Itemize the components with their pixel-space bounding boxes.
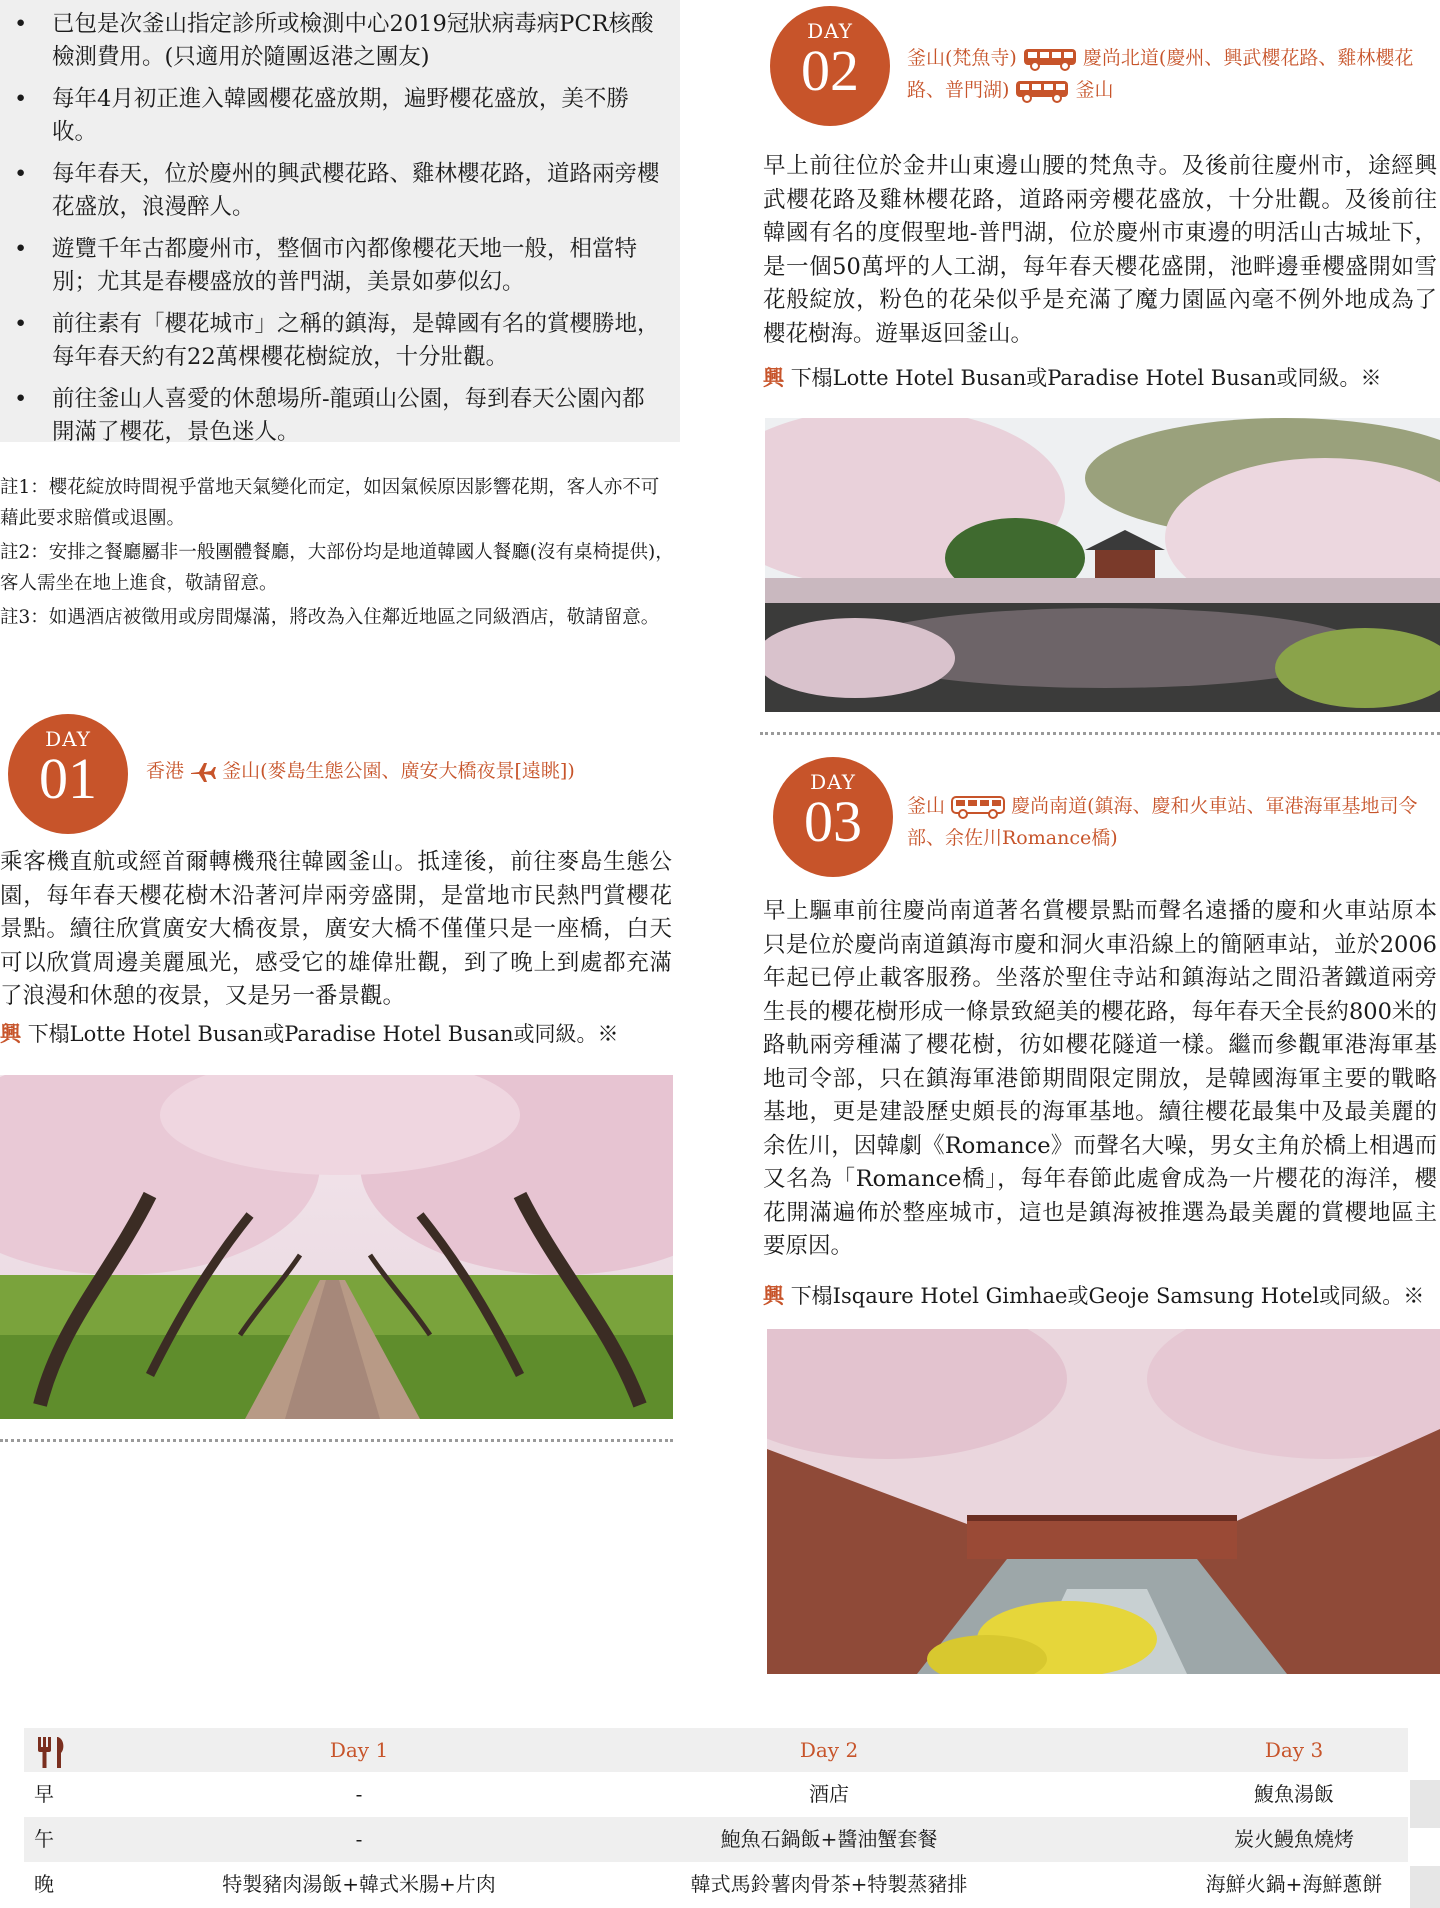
day3-hotel: 興 下榻Isqaure Hotel Gimhae或Geoje Samsung Hotel或同級。※ — [763, 1283, 1425, 1308]
meal-row-lunch: 午 - 鮑魚石鍋飯+醬油蟹套餐 炭火鰻魚燒烤 — [24, 1817, 1408, 1862]
day1-photo — [0, 1075, 673, 1419]
highlight-item: • 遊覽千年古都慶州市，整個市內都像櫻花天地一般，相當特別；尤其是春櫻盛放的普門湖，美景如夢似幻。 — [14, 236, 638, 295]
highlight-item: • 前往釜山人喜愛的休憩場所-龍頭山公園，每到春天公園內都開滿了櫻花，景色迷人。 — [14, 386, 645, 445]
bus-icon — [1023, 47, 1077, 71]
day1-description: 乘客機直航或經首爾轉機飛往韓國釜山。抵達後，前往麥島生態公園，每年春天櫻花樹木沿著河岸兩旁盛開，是當地市民熱門賞櫻花景點。續往欣賞廣安大橋夜景，廣安大橋不僅僅只是一座橋，白天可以欣賞周邊美麗風光，感受它的雄偉壯觀，到了晚上到處都充滿了浪漫和休憩的夜景，又是另一番景觀。 — [0, 849, 672, 1009]
highlights-panel — [0, 0, 680, 445]
meal-row-dinner: 晚 特製豬肉湯飯+韓式米腸+片肉 韓式馬鈴薯肉骨茶+特製蒸豬排 海鮮火鍋+海鮮蔥餅 — [34, 1872, 1383, 1896]
day3-route: 釜山 慶尚南道(鎮海、慶和火車站、軍港海軍基地司令部、余佐川Romance橋) — [907, 795, 1418, 849]
meal-header-day3: Day 3 — [1264, 1738, 1324, 1762]
day2-route: 釜山(梵魚寺) 慶尚北道(慶州、興武櫻花路、雞林櫻花路、普門湖) 釜山 — [907, 47, 1414, 101]
meal-table — [24, 1728, 1408, 1907]
utensils-icon — [34, 1728, 68, 1773]
note-3: 註3：如遇酒店被徵用或房間爆滿，將改為入住鄰近地區之同級酒店，敬請留意。 — [0, 607, 660, 628]
day2-description: 早上前往位於金井山東邊山腰的梵魚寺。及後前往慶州市，途經興武櫻花路及雞林櫻花路，道路兩旁櫻花盛放，十分壯觀。及後前往韓國有名的度假聖地-普門湖，位於慶州市東邊的明活山古城址下，是一個50萬坪的人工湖，每年春天櫻花盛開，池畔邊垂櫻盛開如雪花般綻放，粉色的花朵似乎是充滿了魔力園區內毫不例外地成為了櫻花樹海。遊畢返回釜山。 — [763, 153, 1437, 347]
meal-header-day1: Day 1 — [329, 1738, 389, 1762]
highlights-list — [0, 0, 680, 449]
hotel-icon: 興 — [763, 365, 784, 390]
day1-hotel: 興 下榻Lotte Hotel Busan或Paradise Hotel Busan或同級。※ — [0, 1021, 619, 1046]
day3-badge: DAY 03 — [773, 757, 893, 877]
day2-badge: DAY 02 — [770, 6, 890, 126]
highlight-item: • 前往素有「櫻花城市」之稱的鎮海，是韓國有名的賞櫻勝地，每年春天約有22萬棵櫻花樹綻放，十分壯觀。 — [14, 311, 660, 370]
day2-photo — [765, 418, 1440, 712]
day2-hotel: 興 下榻Lotte Hotel Busan或Paradise Hotel Busan或同級。※ — [763, 365, 1382, 390]
highlight-item: • 每年4月初正進入韓國櫻花盛放期，遍野櫻花盛放，美不勝收。 — [14, 86, 629, 145]
meal-table-header — [24, 1728, 1408, 1772]
divider — [0, 1439, 673, 1442]
day1-route: 香港 釜山(麥島生態公園、廣安大橋夜景[遠眺]) — [146, 760, 575, 782]
notes — [0, 472, 675, 636]
highlight-item: • 已包是次釜山指定診所或檢測中心2019冠狀病毒病PCR核酸檢測費用。(只適用於隨團返港之團友) — [14, 11, 654, 70]
yeojwacheon-bridge-photo — [767, 1329, 1440, 1674]
cherry-blossom-avenue-photo — [0, 1075, 673, 1419]
meal-header-day2: Day 2 — [799, 1738, 859, 1762]
day3-description: 早上驅車前往慶尚南道著名賞櫻景點而聲名遠播的慶和火車站原本只是位於慶尚南道鎮海市慶和洞火車沿線上的簡陋車站，並於2006年起已停止載客服務。坐落於聖住寺站和鎮海站之間沿著鐵道兩旁生長的櫻花樹形成一條景致絕美的櫻花路，每年春天全長約800米的路軌兩旁種滿了櫻花樹，彷如櫻花隧道一樣。繼而參觀軍港海軍基地司令部，只在鎮海軍港節期間限定開放，是韓國海軍主要的戰略基地，更是建設歷史頗長的海軍基地。續往櫻花最集中及最美麗的余佐川，因韓劇《Romance》而聲名大噪，男女主角於橋上相遇而又名為「Romance橋」，每年春節此處會成為一片櫻花的海洋，櫻花開滿遍佈於整座城市，這也是鎮海被推選為最美麗的賞櫻地區主要原因。 — [763, 898, 1437, 1259]
day3-photo — [767, 1329, 1440, 1674]
highlight-item: • 每年春天，位於慶州的興武櫻花路、雞林櫻花路，道路兩旁櫻花盛放，浪漫醉人。 — [14, 161, 660, 220]
bus-icon — [1015, 79, 1069, 103]
day1-badge: DAY 01 — [8, 714, 128, 834]
divider — [760, 732, 1440, 735]
note-2: 註2：安排之餐廳屬非一般團體餐廳，大部份均是地道韓國人餐廳(沒有桌椅提供)，客人需坐在地上進食，敬請留意。 — [0, 542, 674, 594]
bus-icon — [951, 795, 1005, 819]
note-1: 註1：櫻花綻放時間視乎當地天氣變化而定，如因氣候原因影響花期，客人亦不可藉此要求賠償或退團。 — [0, 477, 660, 529]
meal-row-breakfast: 早 - 酒店 鰒魚湯飯 — [34, 1782, 1334, 1806]
bomun-lake-photo — [765, 418, 1440, 712]
hotel-icon: 興 — [763, 1283, 784, 1308]
airplane-icon — [190, 761, 216, 783]
hotel-icon: 興 — [0, 1021, 21, 1046]
